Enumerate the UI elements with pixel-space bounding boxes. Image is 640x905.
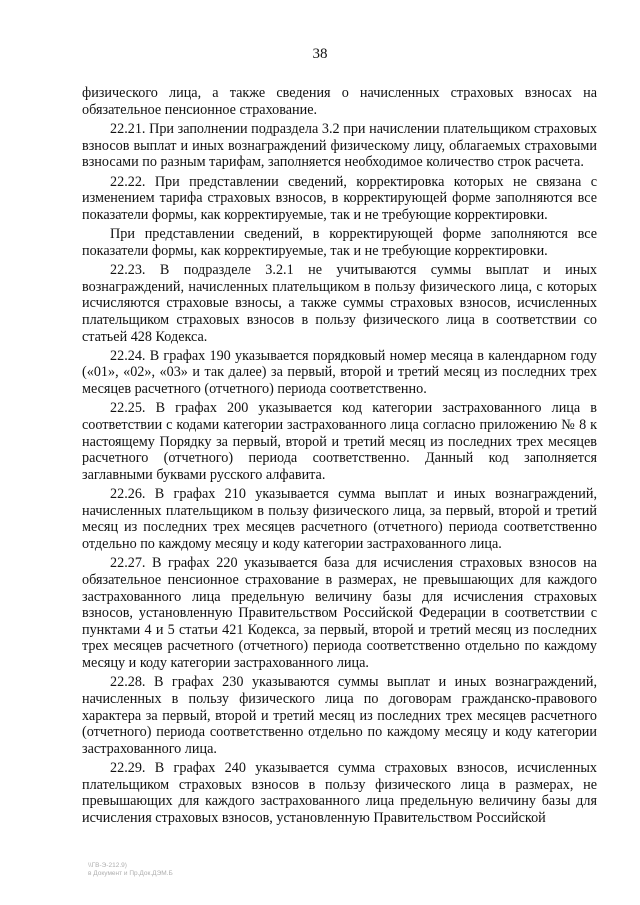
paragraph-22-23: 22.23. В подразделе 3.2.1 не учитываются суммы выплат и иных вознаграждений, начисленных плательщиком в пользу физического лица, с которых исчисляются страховые взносы, а также суммы страховых взносов, исчисленных плательщиком страховых взносов в пользу физического лица в соответствии со статьей 428 Кодекса. (82, 262, 597, 345)
paragraph-22-25: 22.25. В графах 200 указывается код категории застрахованного лица в соответствии с кодами категории застрахованного лица согласно приложению № 8 к настоящему Порядку за первый, второй и третий месяц из последних трех месяцев расчетного (отчетного) периода соответственно. Данный код заполняется заглавными буквами русского алфавита. (82, 400, 597, 483)
paragraph-22-29: 22.29. В графах 240 указывается сумма страховых взносов, исчисленных плательщиком страховых взносов в пользу физического лица в размерах, не превышающих для каждого застрахованного лица предельную величину базы для исчисления страховых взносов, установленную Правительством Российской (82, 760, 597, 826)
paragraph-22-21: 22.21. При заполнении подраздела 3.2 при начислении плательщиком страховых взносов выплат и иных вознаграждений физическому лицу, облагаемых страховыми взносами по разным тарифам, заполняется необходимое количество строк расчета. (82, 120, 597, 171)
page-number: 38 (312, 46, 328, 62)
paragraph-22-28: 22.28. В графах 230 указываются суммы выплат и иных вознаграждений, начисленных в пользу физического лица по договорам гражданско-правового характера за первый, второй и третий месяц из последних трех месяцев расчетного (отчетного) периода соответственно отдельно по каждому месяцу и коду категории застрахованного лица. (82, 674, 597, 757)
paragraph-22-26: 22.26. В графах 210 указывается сумма выплат и иных вознаграждений, начисленных плательщиком в пользу физического лица, за первый, второй и третий месяц из последних трех месяцев расчетного (отчетного) периода соответственно отдельно по каждому месяцу и коду категории застрахованного лица. (82, 486, 597, 553)
footer-stamp (88, 862, 173, 878)
footer-stamp-line-2: в Документ и Пр.Док.ДЭМ.Б (88, 870, 173, 877)
document-body (82, 85, 597, 829)
footer-stamp-line-1: \\ГВ-Э-212.9) (88, 862, 127, 869)
paragraph-22-24: 22.24. В графах 190 указывается порядковый номер месяца в календарном году («01», «02», «03» и так далее) за первый, второй и третий месяц из последних трех месяцев расчетного (отчетного) периода соответственно. (82, 347, 597, 398)
paragraph-22-27: 22.27. В графах 220 указывается база для исчисления страховых взносов на обязательное пенсионное страхование в размерах, не превышающих для каждого застрахованного лица предельную величину базы для исчисления страховых взносов, установленную Правительством Российской Федерации в соответствии с пунктами 4 и 5 статьи 421 Кодекса, за первый, второй и третий месяц из последних трех месяцев расчетного (отчетного) периода соответственно отдельно по каждому месяцу и коду категории застрахованного лица. (82, 555, 597, 671)
paragraph-22-22: 22.22. При представлении сведений, корректировка которых не связана с изменением тарифа страховых взносов, в корректирующей форме заполняются все показатели формы, как корректируемые, так и не требующие корректировки. (82, 173, 597, 223)
paragraph-22-22-note: При представлении сведений, в корректирующей форме заполняются все показатели формы, как корректируемые, так и не требующие корректировки. (82, 226, 597, 259)
paragraph-continuation: физического лица, а также сведения о начисленных страховых взносах на обязательное пенсионное страхование. (82, 85, 597, 118)
